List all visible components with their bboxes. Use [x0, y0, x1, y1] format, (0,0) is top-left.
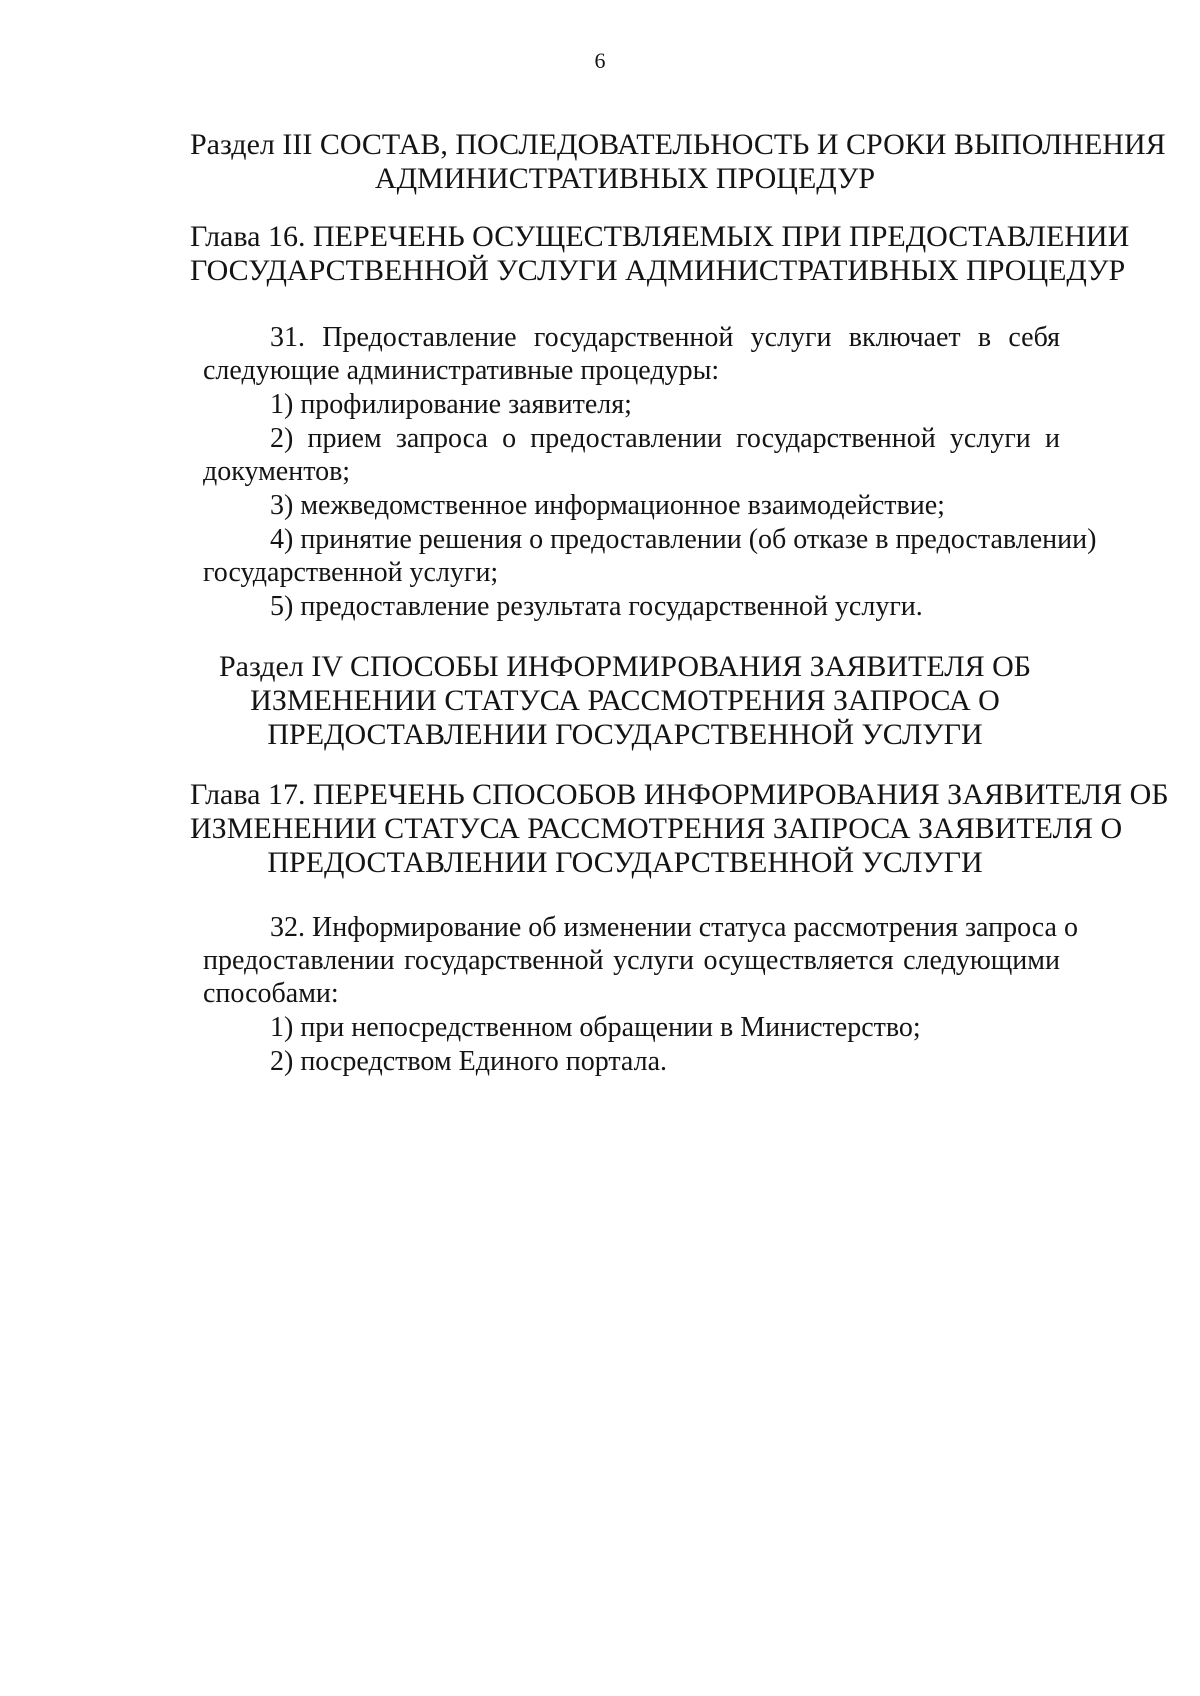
paragraph-31-line: следующие административные процедуры:	[203, 355, 720, 386]
heading-line: ГОСУДАРСТВЕННОЙ УСЛУГИ АДМИНИСТРАТИВНЫХ ПРОЦЕДУР	[190, 254, 1126, 287]
list-item-continuation: государственной услуги;	[203, 557, 499, 588]
heading-line: Глава 16. ПЕРЕЧЕНЬ ОСУЩЕСТВЛЯЕМЫХ ПРИ ПРЕДОСТАВЛЕНИИ	[190, 220, 1130, 253]
paragraph-32-line: способами:	[203, 978, 339, 1009]
chapter-16-heading	[190, 220, 1130, 288]
list-item: 2) прием запроса о предоставлении государственной услуги и	[270, 423, 1060, 454]
heading-line: ИЗМЕНЕНИИ СТАТУСА РАССМОТРЕНИЯ ЗАПРОСА ЗАЯВИТЕЛЯ О	[190, 812, 1123, 845]
list-item: 4) принятие решения о предоставлении (об отказе в предоставлении)	[270, 524, 1097, 555]
heading-line: Глава 17. ПЕРЕЧЕНЬ СПОСОБОВ ИНФОРМИРОВАНИЯ ЗАЯВИТЕЛЯ ОБ	[190, 778, 1169, 811]
section-3-heading	[190, 128, 1166, 196]
page-number: 6	[594, 48, 606, 73]
heading-line: ПРЕДОСТАВЛЕНИИ ГОСУДАРСТВЕННОЙ УСЛУГИ	[267, 718, 983, 751]
list-item: 1) при непосредственном обращении в Министерство;	[270, 1012, 921, 1043]
list-item: 5) предоставление результата государственной услуги.	[270, 591, 923, 622]
chapter-17-heading	[190, 778, 1169, 880]
heading-line: Раздел IV СПОСОБЫ ИНФОРМИРОВАНИЯ ЗАЯВИТЕЛЯ ОБ	[218, 650, 1032, 683]
heading-line: ИЗМЕНЕНИИ СТАТУСА РАССМОТРЕНИЯ ЗАПРОСА О	[250, 684, 1000, 717]
list-item: 3) межведомственное информационное взаимодействие;	[270, 490, 945, 521]
heading-line: АДМИНИСТРАТИВНЫХ ПРОЦЕДУР	[374, 162, 876, 195]
heading-line: ПРЕДОСТАВЛЕНИИ ГОСУДАРСТВЕННОЙ УСЛУГИ	[267, 846, 983, 879]
heading-line: Раздел III СОСТАВ, ПОСЛЕДОВАТЕЛЬНОСТЬ И СРОКИ ВЫПОЛНЕНИЯ	[190, 128, 1166, 161]
list-item-continuation: документов;	[203, 456, 351, 487]
paragraph-31-line: 31. Предоставление государственной услуги включает в себя	[270, 322, 1060, 353]
list-item: 1) профилирование заявителя;	[270, 389, 632, 420]
list-item: 2) посредством Единого портала.	[270, 1046, 667, 1077]
paragraph-32-line: 32. Информирование об изменении статуса рассмотрения запроса о	[270, 912, 1078, 943]
paragraph-32-line: предоставлении государственной услуги осуществляется следующими	[203, 945, 1060, 976]
section-4-heading	[190, 650, 1060, 752]
